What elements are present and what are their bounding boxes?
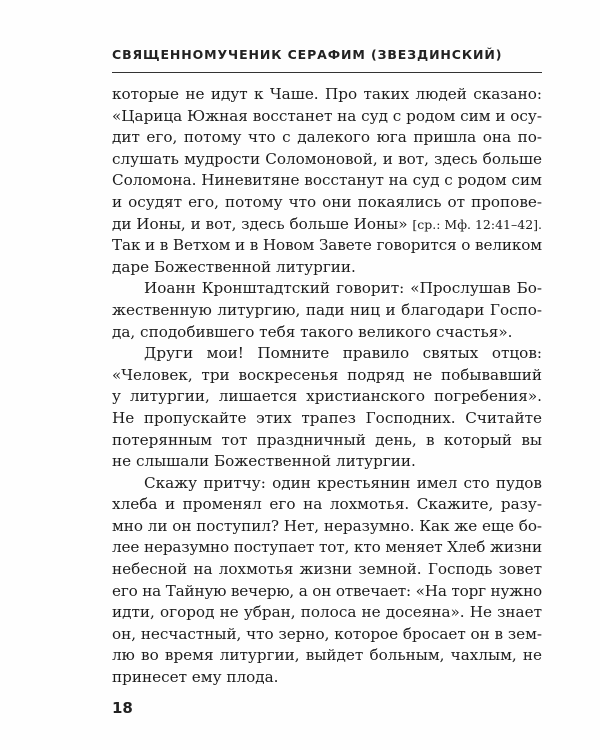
text-line: «Человек, три воскресенья подряд не побывавший (112, 365, 542, 384)
text-line: Други мои! Помните правило святых отцов: (144, 344, 542, 363)
text-line: потерянным тот праздничный день, в который вы (112, 430, 542, 449)
text-line: Иоанн Кронштадтский говорит: «Прослушав Бо- (144, 279, 542, 298)
text-line: мно ли он поступил? Нет, неразумно. Как же еще бо- (112, 516, 543, 535)
text-line: и осудят его, потому что они покаялись от пропове- (112, 192, 542, 211)
text-line: слушать мудрости Соломоновой, и вот, здесь больше (112, 149, 542, 168)
text-line: идти, огород не убран, полоса не досеяна». Не знает (112, 603, 542, 622)
text-line: не слышали Божественной литургии. (112, 452, 416, 471)
paragraph-2 (112, 278, 542, 343)
text-line: лее неразумно поступает тот, кто меняет Хлеб жизни (112, 538, 543, 557)
text-line-with-reference (112, 214, 542, 236)
page-number: 18 (112, 699, 133, 717)
scripture-reference: [ср.: Мф. 12:41–42]. (412, 216, 542, 232)
paragraph-3 (112, 343, 542, 473)
text-line: он, несчастный, что зерно, которое бросает он в зем- (112, 624, 543, 643)
text-line: лю во время литургии, выйдет больным, чахлым, не (112, 646, 542, 665)
text-line: у литургии, лишается христианского погребения». (112, 387, 542, 406)
paragraph-4 (112, 473, 542, 689)
running-title: СВЯЩЕННОМУЧЕНИК СЕРАФИМ (ЗВЕЗДИНСКИЙ) (112, 47, 503, 62)
text-line: жественную литургию, пади ниц и благодари Госпо- (112, 300, 542, 319)
text-line: дит его, потому что с далекого юга пришла она по- (112, 128, 542, 147)
header-rule (112, 72, 542, 73)
paragraph-1 (112, 84, 542, 278)
text-line: которые не идут к Чаше. Про таких людей сказано: (112, 85, 542, 103)
text-line: принесет ему плода. (112, 668, 279, 687)
text-line: Так и в Ветхом и в Новом Завете говорится о великом (112, 236, 542, 255)
text-line: Не пропускайте этих трапез Господних. Считайте (112, 408, 542, 427)
text-line: Соломона. Ниневитяне восстанут на суд с родом сим (112, 171, 542, 190)
text-line: небесной на лохмотья жизни земной. Господь зовет (112, 560, 542, 579)
body-text (112, 84, 542, 689)
text-line: его на Тайную вечерю, а он отвечает: «На торг нужно (112, 581, 542, 600)
text-line: даре Божественной литургии. (112, 257, 356, 276)
text-line-part: ди Ионы, и вот, здесь больше Ионы» (112, 214, 413, 233)
text-line: «Царица Южная восстанет на суд с родом сим и осу- (112, 106, 542, 125)
text-line: да, сподобившего тебя такого великого счастья». (112, 322, 513, 341)
text-line: Скажу притчу: один крестьянин имел сто пудов (144, 473, 542, 492)
text-line: хлеба и променял его на лохмотья. Скажите, разу- (112, 495, 542, 514)
